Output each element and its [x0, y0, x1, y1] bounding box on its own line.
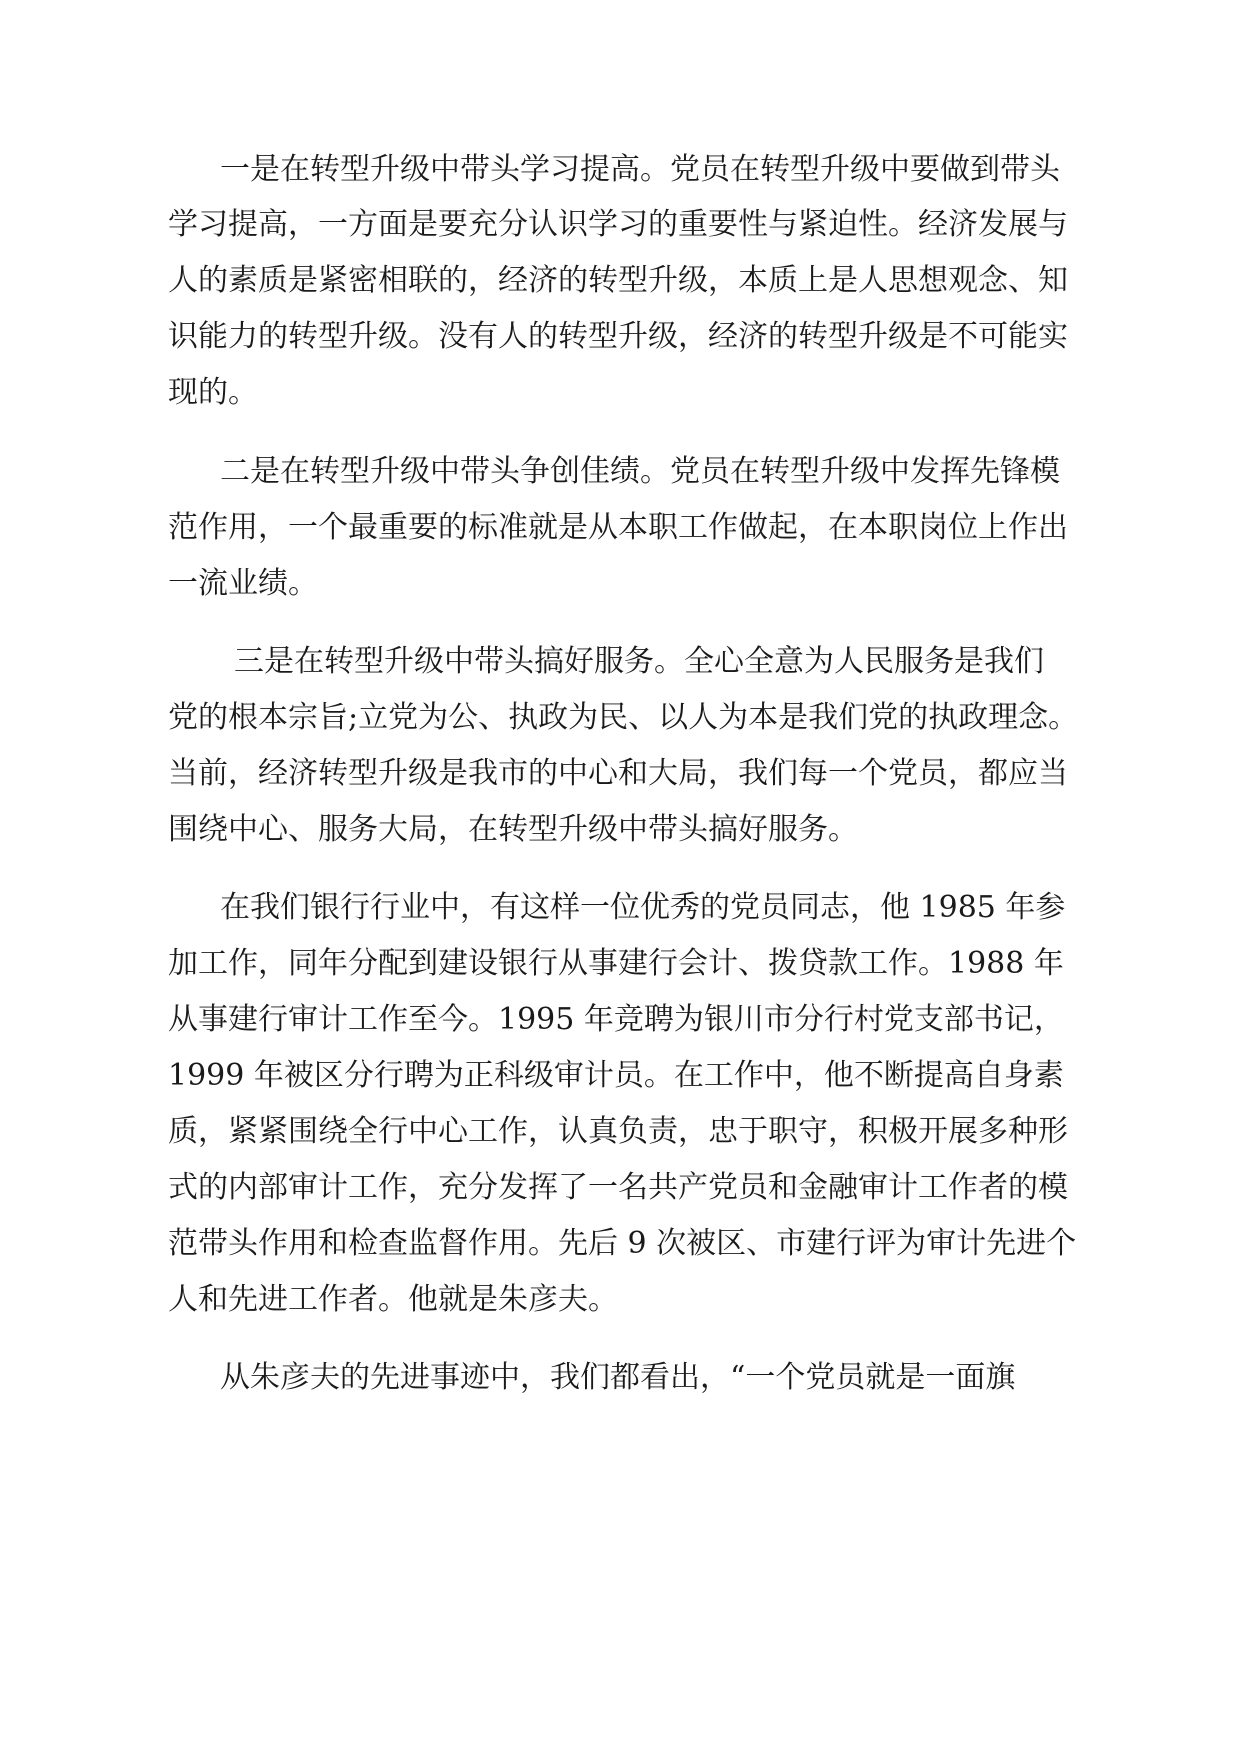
- paragraph-3-line-4: 围绕中心、服务大局，在转型升级中带头搞好服务。: [168, 812, 858, 847]
- paragraph-4-line-5: 质，紧紧围绕全行中心工作，认真负责，忠于职守，积极开展多种形: [168, 1114, 1068, 1149]
- paragraph-1-line-1: 一是在转型升级中带头学习提高。党员在转型升级中要做到带头: [220, 152, 1060, 187]
- paragraph-4-line-8: 人和先进工作者。他就是朱彦夫。: [168, 1282, 618, 1317]
- paragraph-4-line-2: 加工作，同年分配到建设银行从事建行会计、拨贷款工作。1988 年: [168, 946, 1064, 981]
- paragraph-1-line-5: 现的。: [168, 375, 258, 410]
- paragraph-2-line-3: 一流业绩。: [168, 566, 318, 601]
- paragraph-3-line-2: 党的根本宗旨;立党为公、执政为民、以人为本是我们党的执政理念。: [168, 700, 1079, 735]
- paragraph-4-line-1: 在我们银行行业中，有这样一位优秀的党员同志，他 1985 年参: [220, 890, 1066, 925]
- paragraph-3-line-1: 三是在转型升级中带头搞好服务。全心全意为人民服务是我们: [234, 644, 1044, 679]
- paragraph-5-line-1: 从朱彦夫的先进事迹中，我们都看出，“一个党员就是一面旗: [220, 1360, 1016, 1395]
- paragraph-4-line-4: 1999 年被区分行聘为正科级审计员。在工作中，他不断提高自身素: [168, 1058, 1064, 1093]
- paragraph-1-line-2: 学习提高，一方面是要充分认识学习的重要性与紧迫性。经济发展与: [168, 207, 1068, 242]
- paragraph-3-line-3: 当前，经济转型升级是我市的中心和大局，我们每一个党员，都应当: [168, 756, 1068, 791]
- paragraph-4-line-3: 从事建行审计工作至今。1995 年竞聘为银川市分行村党支部书记，: [168, 1002, 1064, 1037]
- paragraph-1-line-3: 人的素质是紧密相联的，经济的转型升级，本质上是人思想观念、知: [168, 263, 1068, 298]
- paragraph-2-line-1: 二是在转型升级中带头争创佳绩。党员在转型升级中发挥先锋模: [220, 454, 1060, 489]
- paragraph-2-line-2: 范作用，一个最重要的标准就是从本职工作做起，在本职岗位上作出: [168, 510, 1068, 545]
- paragraph-4-line-7: 范带头作用和检查监督作用。先后 9 次被区、市建行评为审计先进个: [168, 1226, 1077, 1261]
- paragraph-4-line-6: 式的内部审计工作，充分发挥了一名共产党员和金融审计工作者的模: [168, 1170, 1068, 1205]
- paragraph-1-line-4: 识能力的转型升级。没有人的转型升级，经济的转型升级是不可能实: [168, 319, 1068, 354]
